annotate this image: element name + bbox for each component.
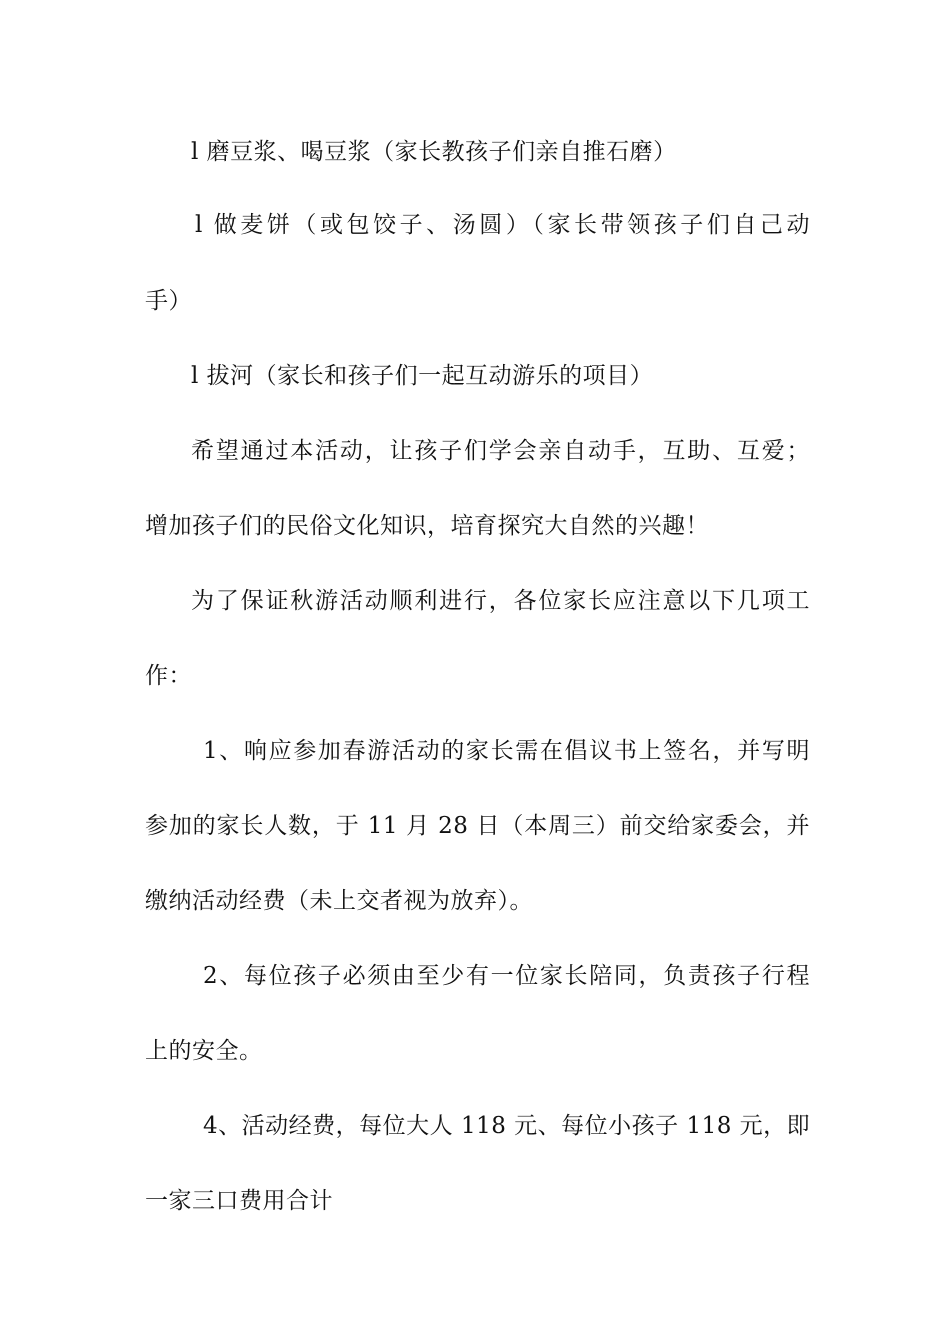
paragraph-hope-continued: 增加孩子们的民俗文化知识，培育探究大自然的兴趣！ [145, 513, 709, 539]
paragraph-notice-continued: 作： [145, 663, 192, 689]
bullet-item-wheat-cake-continued: 手） [145, 288, 192, 314]
numbered-item-4-continued: 一家三口费用合计 [145, 1188, 333, 1214]
numbered-item-1: 1、响应参加春游活动的家长需在倡议书上签名，并写明 [203, 738, 810, 764]
numbered-item-2-continued: 上的安全。 [145, 1038, 263, 1064]
paragraph-hope: 希望通过本活动，让孩子们学会亲自动手，互助、互爱； [191, 438, 810, 464]
numbered-item-4: 4、活动经费，每位大人 118 元、每位小孩子 118 元，即 [203, 1113, 811, 1139]
bullet-item-wheat-cake: l 做麦饼（或包饺子、汤圆）（家长带领孩子们自己动 [195, 212, 810, 238]
bullet-item-soymilk: l 磨豆浆、喝豆浆（家长教孩子们亲自推石磨） [191, 139, 677, 165]
bullet-item-tug-of-war: l 拔河（家长和孩子们一起互动游乐的项目） [191, 363, 654, 389]
numbered-item-1-continued: 参加的家长人数，于 11 月 28 日（本周三）前交给家委会，并 [145, 813, 810, 839]
numbered-item-1-end: 缴纳活动经费（未上交者视为放弃）。 [145, 888, 533, 914]
numbered-item-2: 2、每位孩子必须由至少有一位家长陪同，负责孩子行程 [203, 963, 810, 989]
paragraph-notice: 为了保证秋游活动顺利进行，各位家长应注意以下几项工 [191, 588, 810, 614]
